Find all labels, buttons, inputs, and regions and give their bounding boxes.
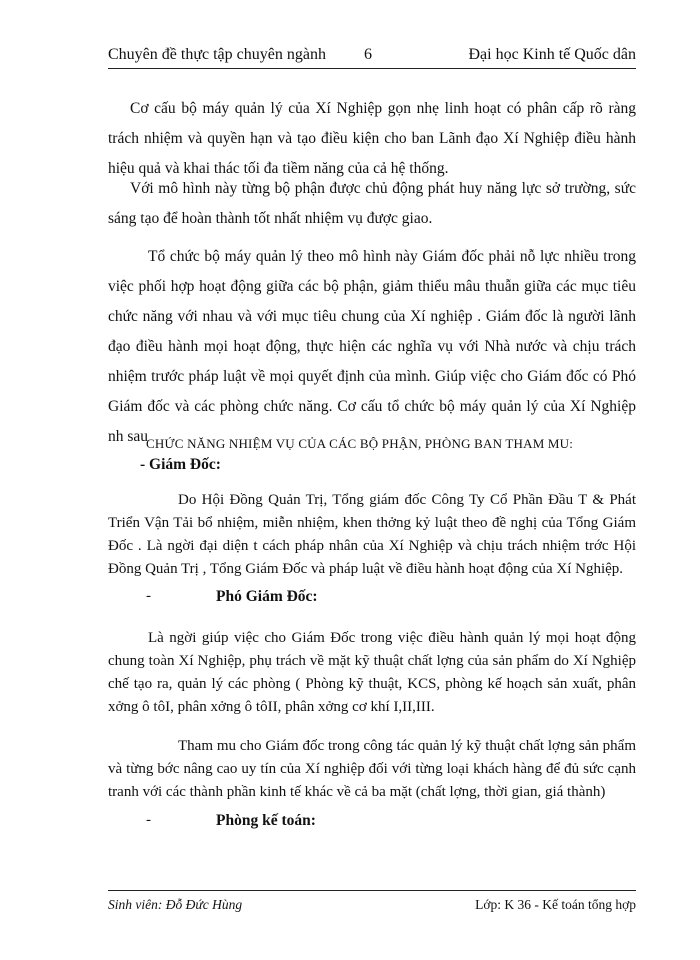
paragraph-giam-doc: [108, 474, 636, 596]
paragraph-pho-giam-doc: [108, 612, 636, 734]
page-header: [108, 44, 636, 69]
page-number: 6: [364, 46, 372, 63]
bullet-dash: -: [146, 812, 151, 828]
paragraph-2: [108, 174, 636, 234]
paragraph-pho-giam-doc-text: Là ngời giúp việc cho Giám Đốc trong việc điều hành quản lý mọi hoạt động chung toàn Xí Nghiệp, phụ trách về mặt kỹ thuật chất lợng của sản phẩm do Xí Nghiệp chế tạo ra, quản lý các phòng ( Phòng kỹ thuật, KCS, phòng kế hoạch sản xuất, phân xởng ô tôI, phân xởng ô tôII, phân xởng cơ khí I,II,III.: [108, 630, 636, 715]
paragraph-giam-doc-text: Do Hội Đồng Quản Trị, Tổng giám đốc Công Ty Cổ Phần Đầu T & Phát Triển Vận Tải bổ nhiệm, miễn nhiệm, khen thởng kỷ luật theo đề nghị của Tổng Giám Đốc . Là ngời đại diện t cách pháp nhân của Xí Nghiệp và chịu trách nhiệm trớc Hội Đồng Quản Trị , Tổng Giám Đốc và pháp luật về điều hành hoạt động của Xí Nghiệp.: [108, 492, 636, 577]
giam-doc-heading: - Giám Đốc:: [140, 456, 221, 473]
paragraph-3: [108, 242, 636, 452]
paragraph-1-text: Cơ cấu bộ máy quản lý của Xí Nghiệp gọn nhẹ linh hoạt có phân cấp rõ ràng trách nhiệm và quyền hạn và tạo điều kiện cho ban Lãnh đạo Xí Nghiệp điều hành hiệu quả và khai thác tối đa tiềm năng của cả hệ thống.: [108, 100, 636, 177]
bullet-dash: -: [146, 588, 151, 604]
footer-student: Sinh viên: Đỗ Đức Hùng: [108, 897, 243, 912]
paragraph-tham-mu: [108, 720, 636, 819]
phong-ke-toan-heading: Phòng kế toán:: [216, 812, 316, 829]
section-heading: CHỨC NĂNG NHIỆM VỤ CỦA CÁC BỘ PHẬN, PHÒNG BAN THAM MU:: [146, 436, 574, 451]
paragraph-2-text: Với mô hình này từng bộ phận được chủ động phát huy năng lực sở trường, sức sáng tạo để hoàn thành tốt nhất nhiệm vụ được giao.: [108, 180, 636, 227]
page-footer: [108, 890, 636, 915]
header-university: Đại học Kinh tế Quốc dân: [468, 46, 636, 63]
pho-giam-doc-heading: Phó Giám Đốc:: [216, 588, 318, 605]
paragraph-tham-mu-text: Tham mu cho Giám đốc trong công tác quản lý kỹ thuật chất lợng sản phẩm và từng bớc nâng cao uy tín của Xí nghiệp đối với từng loại khách hàng để đủ sức cạnh tranh với các thành phần kinh tế khác về cả ba mặt (chất lợng, thời gian, giá thành): [108, 738, 636, 800]
footer-class: Lớp: K 36 - Kế toán tổng hợp: [475, 897, 636, 912]
paragraph-3-text: Tổ chức bộ máy quản lý theo mô hình này Giám đốc phải nỗ lực nhiều trong việc phối hợp hoạt động giữa các bộ phận, giảm thiểu mâu thuẫn giữa các mục tiêu chức năng với nhau và với mục tiêu chung của Xí nghiệp . Giám đốc là người lãnh đạo điều hành mọi hoạt động, thực hiện các nghĩa vụ với Nhà nước và chịu trách nhiệm trước pháp luật về mọi quyết định của mình. Giúp việc cho Giám đốc có Phó Giám đốc và các phòng chức năng. Cơ cấu tổ chức bộ máy quản lý của Xí Nghiệp nh sau: [108, 248, 636, 445]
paragraph-1: [108, 94, 636, 184]
header-title: Chuyên đề thực tập chuyên ngành: [108, 46, 326, 63]
